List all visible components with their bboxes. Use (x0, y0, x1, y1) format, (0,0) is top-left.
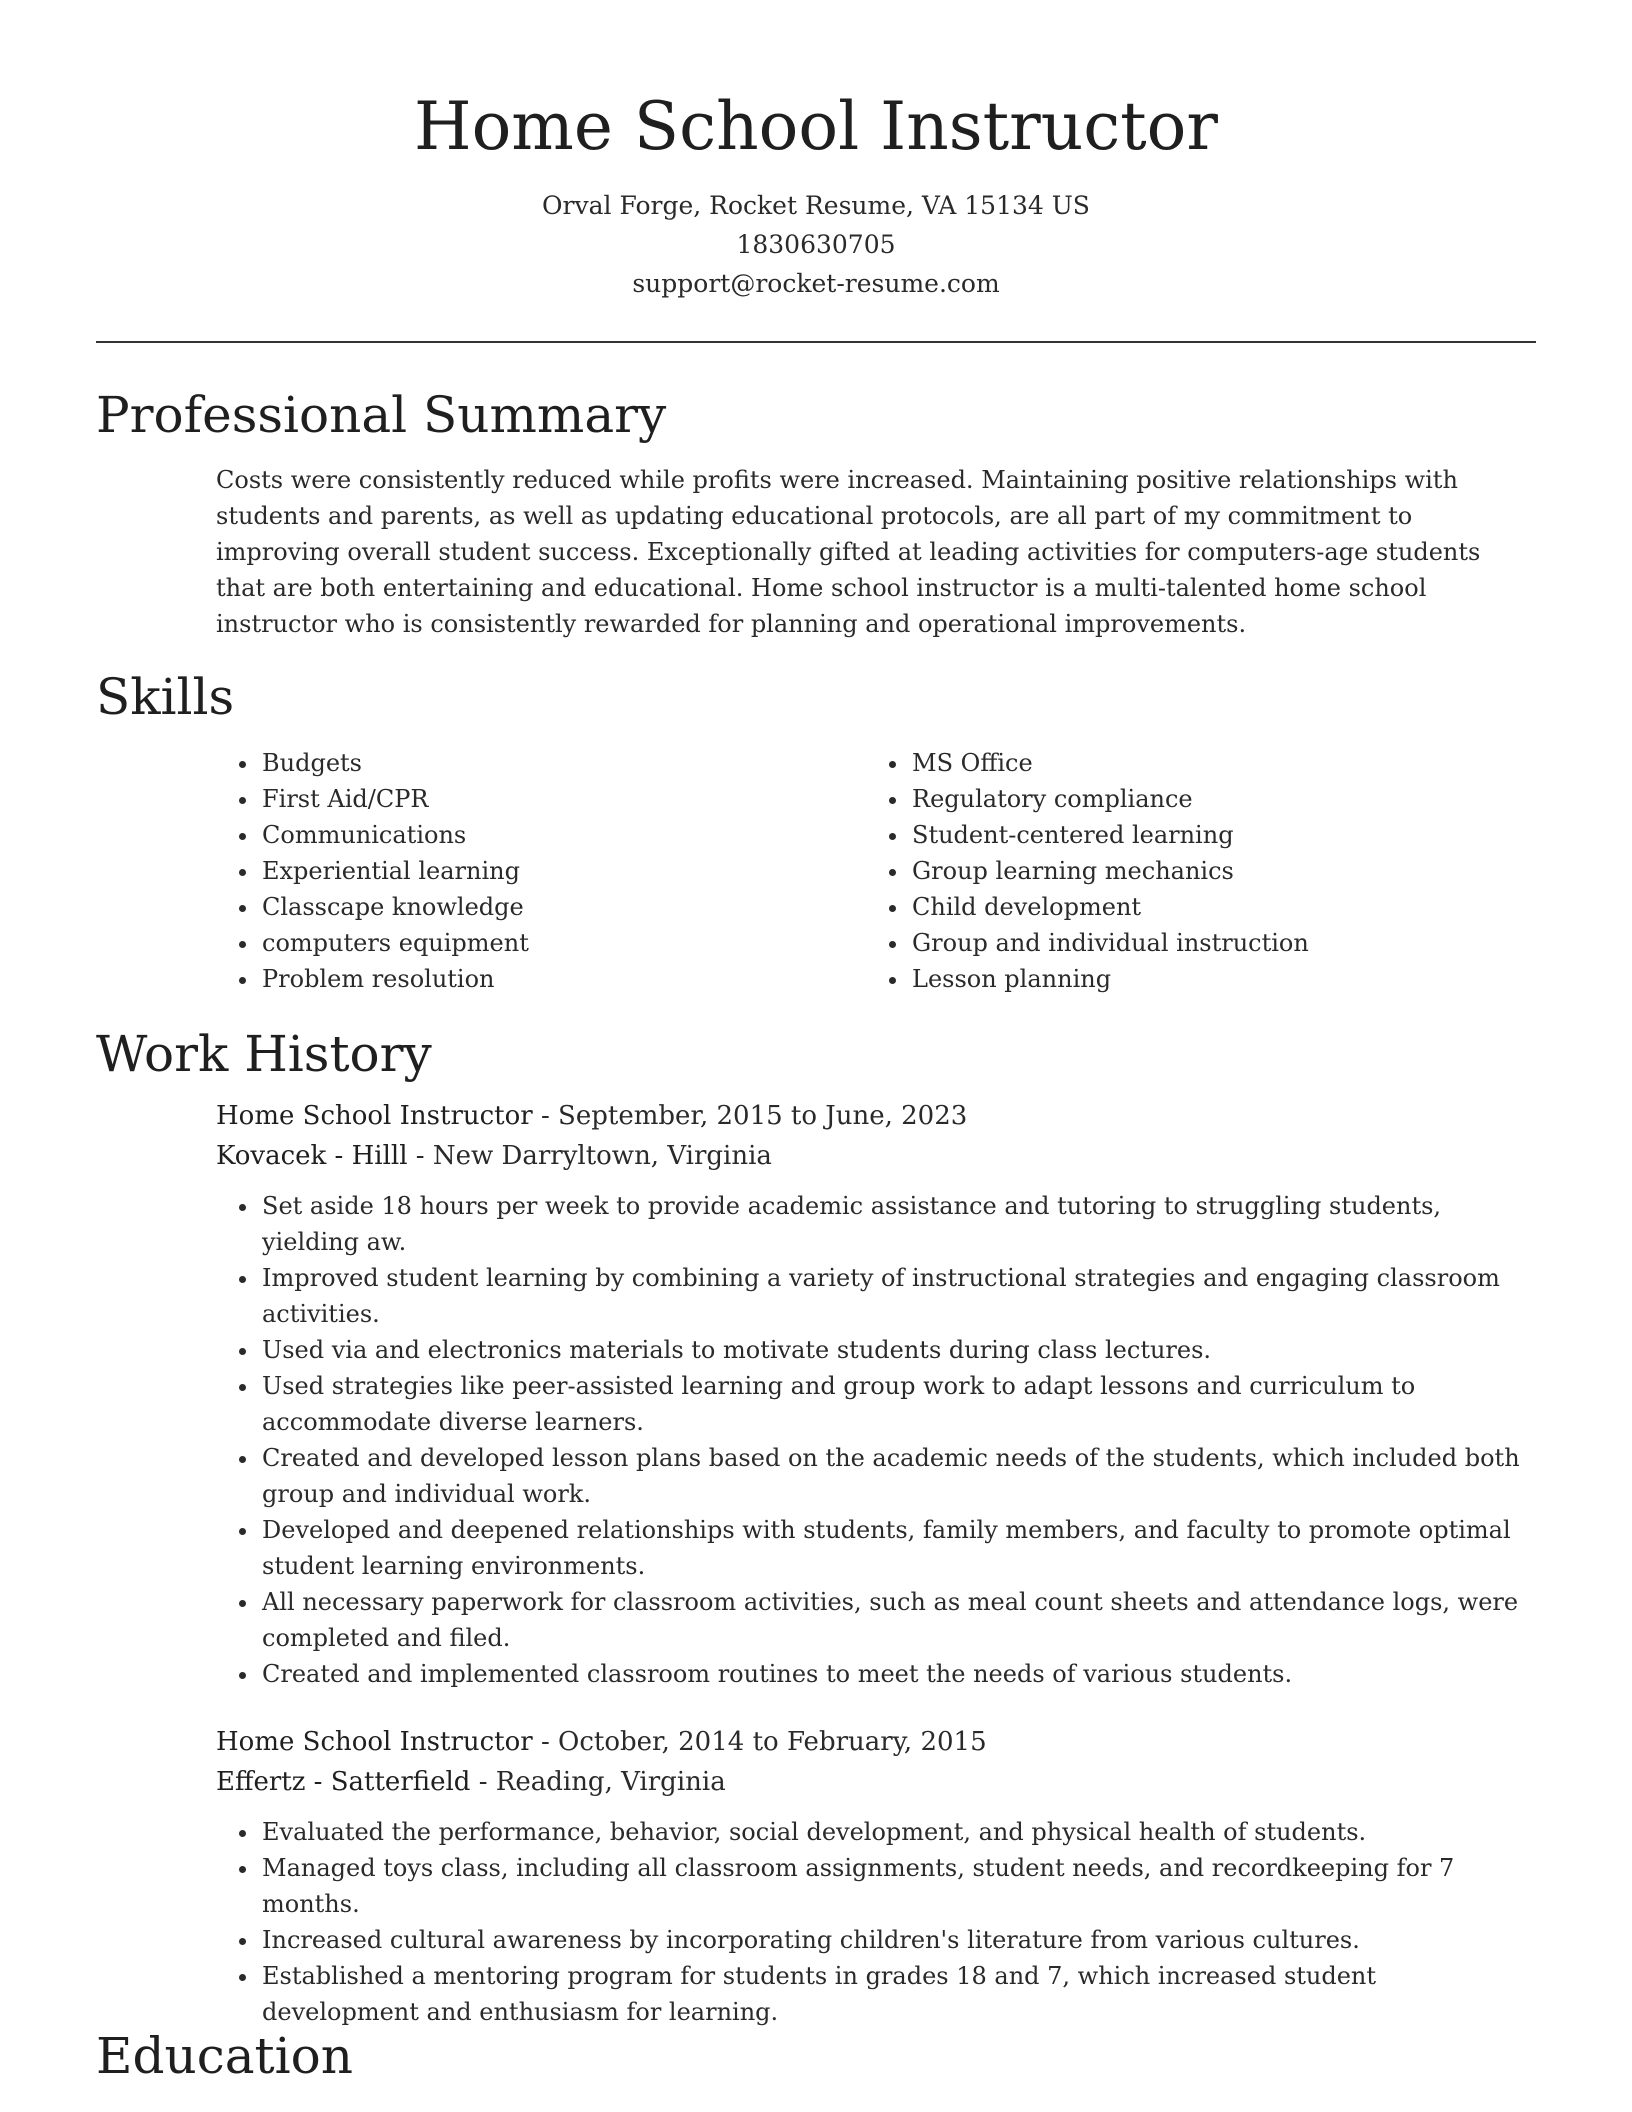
header-divider (96, 341, 1536, 343)
job-duties (216, 1188, 1536, 1692)
job-location: - New Darryltown, Virginia (407, 1141, 772, 1171)
duty-item: • All necessary paperwork for classroom activities, such as meal count sheets and attendance logs, were completed and filed. (260, 1584, 1536, 1656)
skills-column-left (216, 745, 816, 997)
candidate-name: Home School Instructor (414, 88, 1218, 165)
job-title-line (216, 1722, 1536, 1762)
contact-block (0, 186, 1632, 303)
duty-item: • Evaluated the performance, behavior, social development, and physical health of students. (260, 1814, 1536, 1850)
job-company: Effertz - Satterfield (216, 1767, 471, 1797)
skill-item: • Student-centered learning (910, 817, 1466, 853)
job-role: Home School Instructor (216, 1101, 533, 1131)
duty-item: • Managed toys class, including all classroom assignments, student needs, and recordkeeping for 7 months. (260, 1850, 1536, 1922)
contact-phone: 1830630705 (736, 230, 896, 259)
skills-heading: Skills (96, 668, 235, 726)
summary-text: Costs were consistently reduced while profits were increased. Maintaining positive relationships with students and parents, as well as updating educational protocols, are all part of my commitment to improving overall student success. Exceptionally gifted at leading activities for computers-age students that are both entertaining and educational. Home school instructor is a multi-talented home school instructor who is consistently rewarded for planning and operational improvements. (216, 466, 1481, 638)
skill-item: • Group and individual instruction (910, 925, 1466, 961)
job-role: Home School Instructor (216, 1727, 533, 1757)
duty-item: • Created and developed lesson plans based on the academic needs of the students, which included both group and individual work. (260, 1440, 1536, 1512)
job-dates: - October, 2014 to February, 2015 (532, 1727, 987, 1757)
job-company-line (216, 1762, 1536, 1802)
skills-list-left (216, 745, 816, 997)
job-location: - Reading, Virginia (470, 1767, 726, 1797)
work-history-heading: Work History (96, 1025, 432, 1083)
skill-item: • MS Office (910, 745, 1466, 781)
duty-item: • Used via and electronics materials to motivate students during class lectures. (260, 1332, 1536, 1368)
job-dates: - September, 2015 to June, 2023 (532, 1101, 968, 1131)
skill-item: • Classcape knowledge (260, 889, 816, 925)
job-entry (216, 1722, 1536, 2030)
job-company-line (216, 1136, 1536, 1176)
skill-item: • Child development (910, 889, 1466, 925)
contact-address: Orval Forge, Rocket Resume, VA 15134 US (542, 191, 1090, 220)
skills-column-right (866, 745, 1466, 997)
skills-list-right (866, 745, 1466, 997)
skill-item: • Problem resolution (260, 961, 816, 997)
duty-item: • Used strategies like peer-assisted learning and group work to adapt lessons and curriculum to accommodate diverse learners. (260, 1368, 1536, 1440)
duty-item: • Increased cultural awareness by incorporating children's literature from various cultures. (260, 1922, 1536, 1958)
contact-email: support@rocket-resume.com (632, 269, 1000, 298)
duty-item: • Improved student learning by combining a variety of instructional strategies and engaging classroom activities. (260, 1260, 1536, 1332)
summary-heading: Professional Summary (96, 386, 667, 444)
skill-item: • computers equipment (260, 925, 816, 961)
skill-item: • Lesson planning (910, 961, 1466, 997)
skill-item: • Regulatory compliance (910, 781, 1466, 817)
duty-item: • Set aside 18 hours per week to provide academic assistance and tutoring to struggling students, yielding aw. (260, 1188, 1536, 1260)
job-entry (216, 1096, 1536, 1692)
duty-item: • Developed and deepened relationships with students, family members, and faculty to promote optimal student learning environments. (260, 1512, 1536, 1584)
skill-item: • First Aid/CPR (260, 781, 816, 817)
job-company: Kovacek - Hilll (216, 1141, 408, 1171)
job-title-line (216, 1096, 1536, 1136)
skill-item: • Experiential learning (260, 853, 816, 889)
resume-header (0, 0, 1632, 303)
skill-item: • Budgets (260, 745, 816, 781)
job-duties (216, 1814, 1536, 2030)
duty-item: • Created and implemented classroom routines to meet the needs of various students. (260, 1656, 1536, 1692)
duty-item: • Established a mentoring program for students in grades 18 and 7, which increased student development and enthusiasm for learning. (260, 1958, 1536, 2030)
skill-item: • Communications (260, 817, 816, 853)
skill-item: • Group learning mechanics (910, 853, 1466, 889)
education-heading: Education (96, 2027, 353, 2085)
